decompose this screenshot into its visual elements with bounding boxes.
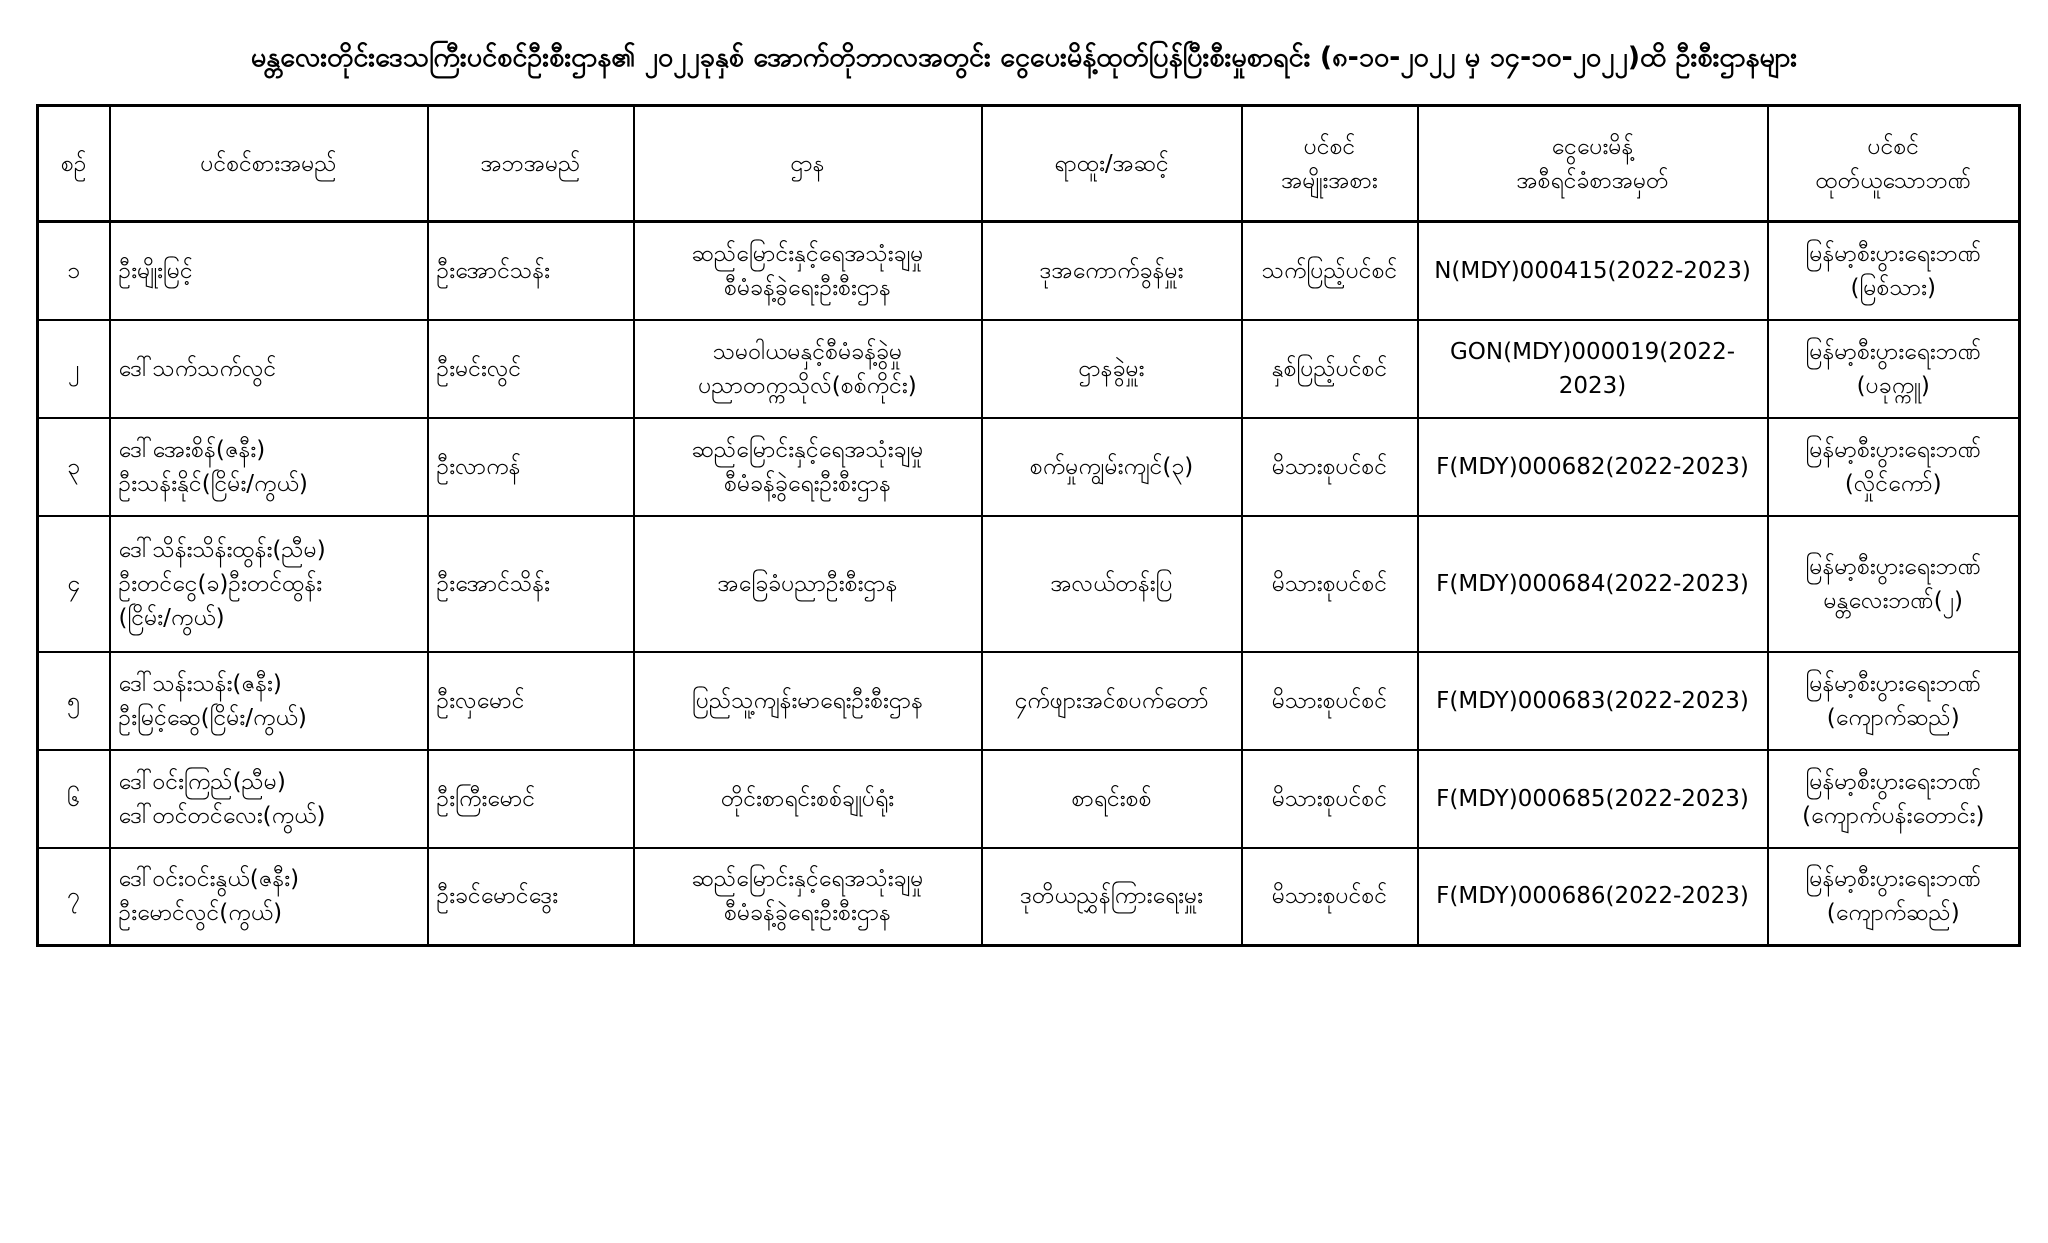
cell-pension-type: မိသားစုပင်စင်: [1242, 848, 1418, 946]
cell-department-line: စီမံခန့်ခွဲရေးဦးစီးဌာန: [724, 470, 891, 497]
cell-no: ၁: [38, 222, 110, 320]
cell-pensioner-name: [110, 516, 428, 652]
header-bank-line: ပင်စင်: [1867, 133, 1920, 160]
cell-pensioner-name: [110, 848, 428, 946]
cell-pensioner-name-line: (ငြိမ်း/ကွယ်): [118, 604, 225, 631]
cell-rank: ၄က်ဖျားအင်စပက်တော်: [982, 652, 1242, 750]
cell-pension-type: နှစ်ပြည့်ပင်စင်: [1242, 320, 1418, 418]
cell-no: ၂: [38, 320, 110, 418]
cell-bank-line: မြန်မာ့စီးပွားရေးဘဏ်: [1805, 240, 1982, 267]
cell-bank-line: (ကျောက်ဆည်): [1826, 900, 1960, 927]
cell-rank: အလယ်တန်းပြ: [982, 516, 1242, 652]
header-no: [38, 106, 110, 222]
cell-department-line: ပညာတက္ကသိုလ်(စစ်ကိုင်း): [698, 372, 917, 399]
cell-pensioner-name-line: ဒေါ်ဝင်းဝင်းနွယ်(ဇနီး): [118, 866, 300, 893]
cell-bank-line: မြန်မာ့စီးပွားရေးဘဏ်: [1805, 670, 1982, 697]
cell-pensioner-name: [110, 652, 428, 750]
header-bank: [1768, 106, 2020, 222]
cell-report-no: GON(MDY)000019(2022-2023): [1418, 320, 1768, 418]
cell-bank-line: မြန်မာ့စီးပွားရေးဘဏ်: [1805, 553, 1982, 580]
cell-pensioner-name-line: ဦးတင်ငွေ(ခ)ဦးတင်ထွန်း: [118, 570, 323, 597]
cell-father-name: ဦးအောင်သန်း: [428, 222, 634, 320]
cell-bank: [1768, 848, 2020, 946]
cell-father-name: ဦးလှမောင်: [428, 652, 634, 750]
cell-department: [634, 516, 982, 652]
cell-pensioner-name-line: ဦးမောင်လွင်(ကွယ်): [118, 900, 283, 927]
cell-department-line: ပြည်သူ့ကျန်းမာရေးဦးစီးဌာန: [692, 687, 923, 714]
cell-bank-line: မြန်မာ့စီးပွားရေးဘဏ်: [1805, 338, 1982, 365]
cell-pensioner-name-line: ဒေါ်သန်းသန်း(ဇနီး): [118, 670, 282, 697]
cell-bank: [1768, 320, 2020, 418]
header-father-line: အဘအမည်: [480, 150, 581, 177]
cell-rank: စာရင်းစစ်: [982, 750, 1242, 848]
cell-pensioner-name-line: ဦးမြင့်ဆွေ(ငြိမ်း/ကွယ်): [118, 704, 307, 731]
header-no-line: စဉ်: [60, 150, 87, 177]
cell-bank: [1768, 652, 2020, 750]
cell-bank-line: (လှိုင်ကော်): [1844, 470, 1942, 497]
cell-father-name: ဦးအောင်သိန်း: [428, 516, 634, 652]
cell-pensioner-name-line: ဦးမျိုးမြင့်: [118, 257, 193, 284]
header-department-line: ဌာန: [790, 150, 825, 177]
cell-bank-line: (ကျောက်ပန်းတောင်း): [1802, 802, 1985, 829]
cell-report-no: F(MDY)000682(2022-2023): [1418, 418, 1768, 516]
header-name-line: ပင်စင်စားအမည်: [200, 150, 337, 177]
header-name: [110, 106, 428, 222]
page-title: မန္တလေးတိုင်းဒေသကြီးပင်စင်ဦးစီးဌာန၏ ၂၀၂၂ခုနှစ် အောက်တိုဘာလအတွင်း ငွေပေးမိန့်ထုတ်ပြန်ပြီးစီးမှုစာရင်း (၈-၁၀-၂၀၂၂ မှ ၁၄-၁၀-၂၀၂၂)ထိ ဦးစီးဌာနများ: [250, 42, 1798, 73]
cell-pensioner-name-line: ဒေါ်တင်တင်လေး(ကွယ်): [118, 802, 326, 829]
cell-department-line: ဆည်မြောင်းနှင့်ရေအသုံးချမှု: [691, 436, 924, 463]
cell-no: ၇: [38, 848, 110, 946]
header-report-no-line: အစီရင်ခံစာအမှတ်: [1516, 167, 1669, 194]
cell-report-no: N(MDY)000415(2022-2023): [1418, 222, 1768, 320]
table-row: [38, 652, 2020, 750]
cell-department-line: အခြေခံပညာဦးစီးဌာန: [717, 570, 898, 597]
pension-table: [36, 104, 2021, 947]
table-row: [38, 516, 2020, 652]
cell-pensioner-name-line: ဒေါ်ဝင်းကြည်(ညီမ): [118, 768, 286, 795]
cell-no: ၆: [38, 750, 110, 848]
table-row: [38, 222, 2020, 320]
cell-department: [634, 848, 982, 946]
cell-department-line: သမဝါယမနှင့်စီမံခန့်ခွဲမှု: [712, 338, 903, 365]
cell-rank: ဒုတိယညွှန်ကြားရေးမှူး: [982, 848, 1242, 946]
cell-pensioner-name: [110, 222, 428, 320]
cell-pension-type: မိသားစုပင်စင်: [1242, 418, 1418, 516]
cell-rank: ဌာနခွဲမှူး: [982, 320, 1242, 418]
header-bank-line: ထုတ်ယူသောဘဏ်: [1815, 167, 1972, 194]
cell-report-no: F(MDY)000686(2022-2023): [1418, 848, 1768, 946]
cell-father-name: ဦးခင်မောင်ဒွေး: [428, 848, 634, 946]
header-department: [634, 106, 982, 222]
cell-no: ၅: [38, 652, 110, 750]
cell-bank-line: မြန်မာ့စီးပွားရေးဘဏ်: [1805, 436, 1982, 463]
header-rank-line: ရာထူး/အဆင့်: [1054, 150, 1169, 177]
cell-pension-type: သက်ပြည့်ပင်စင်: [1242, 222, 1418, 320]
cell-department-line: ဆည်မြောင်းနှင့်ရေအသုံးချမှု: [691, 240, 924, 267]
cell-department-line: စီမံခန့်ခွဲရေးဦးစီးဌာန: [724, 274, 891, 301]
header-pension-type-line: အမျိုးအစား: [1281, 167, 1378, 194]
cell-bank: [1768, 750, 2020, 848]
cell-bank: [1768, 516, 2020, 652]
cell-department: [634, 418, 982, 516]
cell-bank-line: (ကျောက်ဆည်): [1826, 704, 1960, 731]
header-pension-type-line: ပင်စင်: [1303, 133, 1356, 160]
cell-father-name: ဦးမင်းလွင်: [428, 320, 634, 418]
table-row: [38, 750, 2020, 848]
table-row: [38, 418, 2020, 516]
cell-department: [634, 750, 982, 848]
cell-father-name: ဦးကြီးမောင်: [428, 750, 634, 848]
cell-pensioner-name: [110, 320, 428, 418]
cell-report-no: F(MDY)000684(2022-2023): [1418, 516, 1768, 652]
cell-father-name: ဦးလာကန်: [428, 418, 634, 516]
cell-pension-type: မိသားစုပင်စင်: [1242, 516, 1418, 652]
cell-report-no: F(MDY)000685(2022-2023): [1418, 750, 1768, 848]
cell-bank-line: မန္တလေးဘဏ်(၂): [1823, 587, 1963, 614]
cell-rank: စက်မှုကျွမ်းကျင်(၃): [982, 418, 1242, 516]
cell-department-line: တိုင်းစာရင်းစစ်ချုပ်ရုံး: [720, 785, 895, 812]
cell-pensioner-name-line: ဦးသန်းနိုင်(ငြိမ်း/ကွယ်): [118, 470, 308, 497]
cell-department: [634, 222, 982, 320]
cell-department: [634, 320, 982, 418]
cell-pensioner-name-line: ဒေါ်အေးစိန်(ဇနီး): [118, 436, 266, 463]
cell-bank: [1768, 418, 2020, 516]
cell-report-no: F(MDY)000683(2022-2023): [1418, 652, 1768, 750]
cell-department-line: ဆည်မြောင်းနှင့်ရေအသုံးချမှု: [691, 866, 924, 893]
cell-pension-type: မိသားစုပင်စင်: [1242, 750, 1418, 848]
cell-department-line: စီမံခန့်ခွဲရေးဦးစီးဌာန: [724, 900, 891, 927]
table-row: [38, 320, 2020, 418]
header-rank: [982, 106, 1242, 222]
cell-department: [634, 652, 982, 750]
cell-rank: ဒုအကောက်ခွန်မှူး: [982, 222, 1242, 320]
header-pension-type: [1242, 106, 1418, 222]
cell-bank-line: (မြစ်သား): [1850, 274, 1936, 301]
table-header-row: [38, 106, 2020, 222]
cell-bank-line: မြန်မာ့စီးပွားရေးဘဏ်: [1805, 866, 1982, 893]
table-body: [38, 222, 2020, 946]
cell-pension-type: မိသားစုပင်စင်: [1242, 652, 1418, 750]
cell-pensioner-name: [110, 750, 428, 848]
cell-pensioner-name-line: ဒေါ်သက်သက်လွင်: [118, 355, 277, 382]
cell-bank: [1768, 222, 2020, 320]
cell-bank-line: မြန်မာ့စီးပွားရေးဘဏ်: [1805, 768, 1982, 795]
cell-bank-line: (ပခုက္ကူ): [1856, 372, 1930, 399]
header-father: [428, 106, 634, 222]
header-report-no-line: ငွေပေးမိန့်: [1551, 133, 1634, 160]
cell-no: ၃: [38, 418, 110, 516]
cell-no: ၄: [38, 516, 110, 652]
cell-pensioner-name: [110, 418, 428, 516]
table-row: [38, 848, 2020, 946]
header-report-no: [1418, 106, 1768, 222]
cell-pensioner-name-line: ဒေါ်သိန်းသိန်းထွန်း(ညီမ): [118, 536, 326, 563]
